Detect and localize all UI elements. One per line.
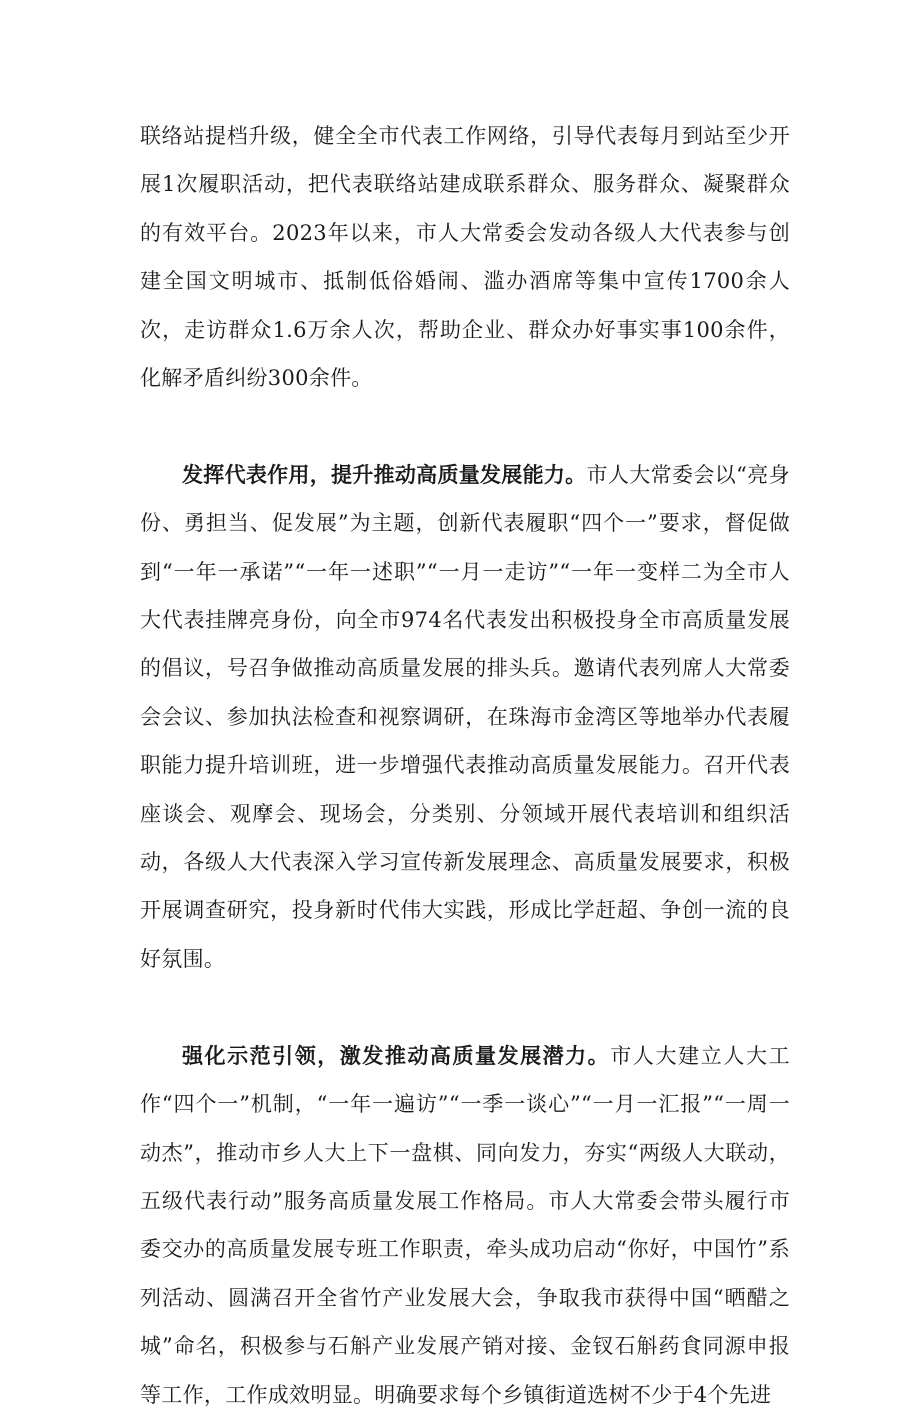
paragraph-text: 联络站提档升级，健全全市代表工作网络，引导代表每月到站至少开展1次履职活动，把代表联络站建成联系群众、服务群众、凝聚群众的有效平台。2023年以来，市人大常委会发动各级人大代表参与创建全国文明城市、抵制低俗婚闹、滥办酒席等集中宣传1700余人次，走访群众1.6万余人次，帮助企业、群众办好事实事100余件，化解矛盾纠纷300余件。	[140, 124, 790, 391]
paragraph-lead-heading: 强化示范引领，激发推动高质量发展潜力。	[182, 1043, 611, 1068]
paragraph-deputy-role	[140, 451, 790, 983]
paragraph-text: 市人大常委会以“亮身份、勇担当、促发展”为主题，创新代表履职“四个一”要求，督促做到“一年一承诺”“一年一述职”“一月一走访”“一年一变样二为全市人大代表挂牌亮身份，向全市974名代表发出积极投身全市高质量发展的倡议，号召争做推动高质量发展的排头兵。邀请代表列席人大常委会会议、参加执法检查和视察调研，在珠海市金湾区等地举办代表履职能力提升培训班，进一步增强代表推动高质量发展能力。召开代表座谈会、观摩会、现场会，分类别、分领域开展代表培训和组织活动，各级人大代表深入学习宣传新发展理念、高质量发展要求，积极开展调查研究，投身新时代伟大实践，形成比学赶超、争创一流的良好氛围。	[140, 462, 790, 971]
paragraph-lead-heading: 发挥代表作用，提升推动高质量发展能力。	[182, 462, 587, 487]
paragraph-demonstration	[140, 1032, 790, 1419]
document-body	[140, 112, 790, 1419]
paragraph-text: 市人大建立人大工作“四个一”机制，“一年一遍访”“一季一谈心”“一月一汇报”“一周一动杰”，推动市乡人大上下一盘棋、同向发力，夯实“两级人大联动，五级代表行动”服务高质量发展工作格局。市人大常委会带头履行市委交办的高质量发展专班工作职责，牵头成功启动“你好，中国竹”系列活动、圆满召开全省竹产业发展大会，争取我市获得中国“晒醋之城”命名，积极参与石斛产业发展产销对接、金钗石斛药食同源申报等工作，工作成效明显。明确要求每个乡镇街道选树不少于4个先进	[140, 1043, 790, 1407]
paragraph-liaison-stations	[140, 112, 790, 402]
